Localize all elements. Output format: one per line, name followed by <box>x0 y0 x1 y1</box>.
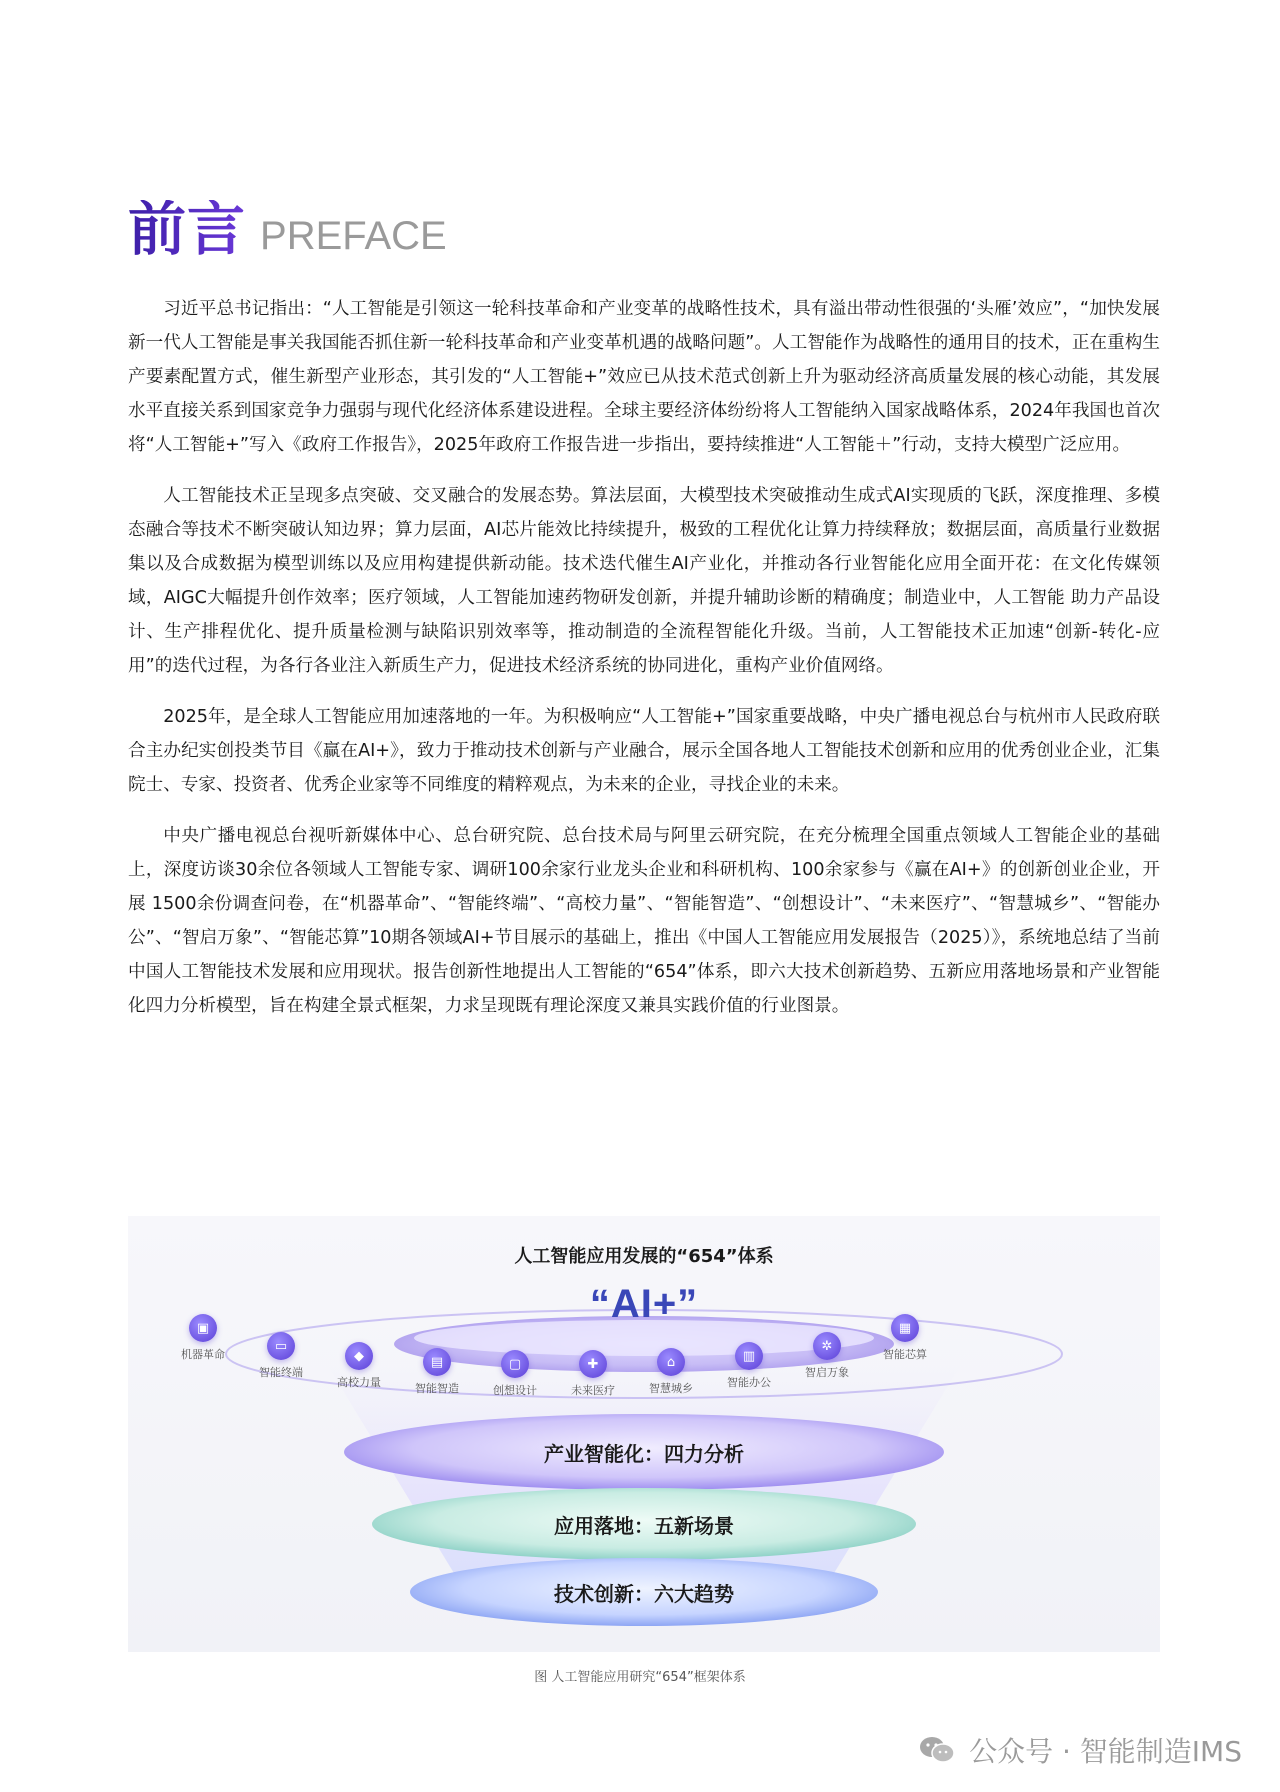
figure-caption: 图 人工智能应用研究“654”框架体系 <box>534 1670 746 1685</box>
node-smart-chip <box>860 1314 950 1362</box>
node-label: 创想设计 <box>493 1384 537 1397</box>
gear-icon: ✲ <box>813 1332 841 1360</box>
device-icon: ▭ <box>267 1332 295 1360</box>
node-label: 智能终端 <box>259 1366 303 1379</box>
node-university-power <box>314 1342 404 1390</box>
node-label: 未来医疗 <box>571 1384 615 1397</box>
node-smart-city <box>626 1348 716 1396</box>
node-label: 智能办公 <box>727 1376 771 1389</box>
ai-plus-label: “AI+” <box>589 1282 699 1326</box>
page-title <box>128 178 447 263</box>
preface-body <box>128 292 1160 1040</box>
node-smart-terminal <box>236 1332 326 1380</box>
tier-label: 产业智能化：四力分析 <box>544 1441 744 1466</box>
node-label: 智启万象 <box>805 1366 849 1379</box>
chip-icon: ▦ <box>891 1314 919 1342</box>
factory-icon: ▤ <box>423 1348 451 1376</box>
node-future-medical <box>548 1350 638 1398</box>
title-chinese: 前言 <box>128 195 247 263</box>
watermark <box>917 1730 1242 1770</box>
tier-technology-innovation <box>410 1558 878 1626</box>
tier-label: 应用落地：五新场景 <box>554 1513 734 1538</box>
paragraph-2: 人工智能技术正呈现多点突破、交叉融合的发展态势。算法层面，大模型技术突破推动生成式AI实现质的飞跃，深度推理、多模态融合等技术不断突破认知边界；算力层面，AI芯片能效比持续提升，极致的工程优化让算力持续释放；数据层面，高质量行业数据集以及合成数据为模型训练以及应用构建提供新动能。技术迭代催生AI产业化，并推动各行业智能化应用全面开花：在文化传媒领域，AIGC大幅提升创作效率；医疗领域，人工智能加速药物研发创新，并提升辅助诊断的精确度；制造业中，人工智能 助力产品设计、生产排程优化、提升质量检测与缺陷识别效率等，推动制造的全流程智能化升级。当前，人工智能技术正加速“创新-转化-应用”的迭代过程，为各行各业注入新质生产力，促进技术经济系统的协同进化，重构产业价值网络。 <box>128 486 1160 676</box>
node-label: 高校力量 <box>337 1376 381 1389</box>
node-label: 机器革命 <box>181 1348 225 1361</box>
tier-label: 技术创新：六大趋势 <box>554 1581 734 1606</box>
title-english: PREFACE <box>260 214 447 258</box>
node-creative-design <box>470 1350 560 1398</box>
tier-application-landing <box>372 1488 916 1560</box>
node-machine-revolution <box>158 1314 248 1362</box>
robot-icon: ▣ <box>189 1314 217 1342</box>
node-smart-manufacturing <box>392 1348 482 1396</box>
figure-title: 人工智能应用发展的“654”体系 <box>514 1246 774 1267</box>
document-icon: ▥ <box>735 1342 763 1370</box>
framework-figure <box>128 1216 1160 1652</box>
node-label: 智能智造 <box>415 1382 459 1395</box>
wechat-icon <box>917 1735 957 1765</box>
watermark-text: 公众号 · 智能制造IMS <box>969 1735 1242 1768</box>
graduation-cap-icon: ◆ <box>345 1342 373 1370</box>
medical-cross-icon: ✚ <box>579 1350 607 1378</box>
monitor-icon: ▢ <box>501 1350 529 1378</box>
paragraph-3: 2025年，是全球人工智能应用加速落地的一年。为积极响应“人工智能+”国家重要战略，中央广播电视总台与杭州市人民政府联合主办纪实创投类节目《赢在AI+》，致力于推动技术创新与产业融合，展示全国各地人工智能技术创新和应用的优秀创业企业，汇集院士、专家、投资者、优秀企业家等不同维度的精粹观点，为未来的企业，寻找企业的未来。 <box>128 707 1160 795</box>
home-icon: ⌂ <box>657 1348 685 1376</box>
paragraph-1: 习近平总书记指出：“人工智能是引领这一轮科技革命和产业变革的战略性技术，具有溢出带动性很强的‘头雁’效应”，“加快发展新一代人工智能是事关我国能否抓住新一轮科技革命和产业变革机遇的战略问题”。人工智能作为战略性的通用目的技术，正在重构生产要素配置方式，催生新型产业形态，其引发的“人工智能+”效应已从技术范式创新上升为驱动经济高质量发展的核心动能，其发展水平直接关系到国家竞争力强弱与现代化经济体系建设进程。全球主要经济体纷纷将人工智能纳入国家战略体系，2024年我国也首次将“人工智能+”写入《政府工作报告》，2025年政府工作报告进一步指出，要持续推进“人工智能＋”行动，支持大模型广泛应用。 <box>128 299 1160 455</box>
node-smart-vision <box>782 1332 872 1380</box>
tier-industry-intelligence <box>344 1414 944 1490</box>
node-label: 智慧城乡 <box>649 1382 693 1395</box>
paragraph-4: 中央广播电视总台视听新媒体中心、总台研究院、总台技术局与阿里云研究院，在充分梳理全国重点领域人工智能企业的基础上，深度访谈30余位各领域人工智能专家、调研100余家行业龙头企业和科研机构、100余家参与《赢在AI+》的创新创业企业，开展 1500余份调查问卷，在“机器革命”、“智能终端”、“高校力量”、“智能智造”、“创想设计”、“未来医疗”、“智慧城乡”、“智能办公”、“智启万象”、“智能芯算”10期各领域AI+节目展示的基础上，推出《中国人工智能应用发展报告（2025）》，系统地总结了当前中国人工智能技术发展和应用现状。报告创新性地提出人工智能的“654”体系，即六大技术创新趋势、五新应用落地场景和产业智能化四力分析模型，旨在构建全景式框架，力求呈现既有理论深度又兼具实践价值的行业图景。 <box>128 826 1160 1016</box>
node-label: 智能芯算 <box>883 1348 927 1361</box>
node-smart-office <box>704 1342 794 1390</box>
